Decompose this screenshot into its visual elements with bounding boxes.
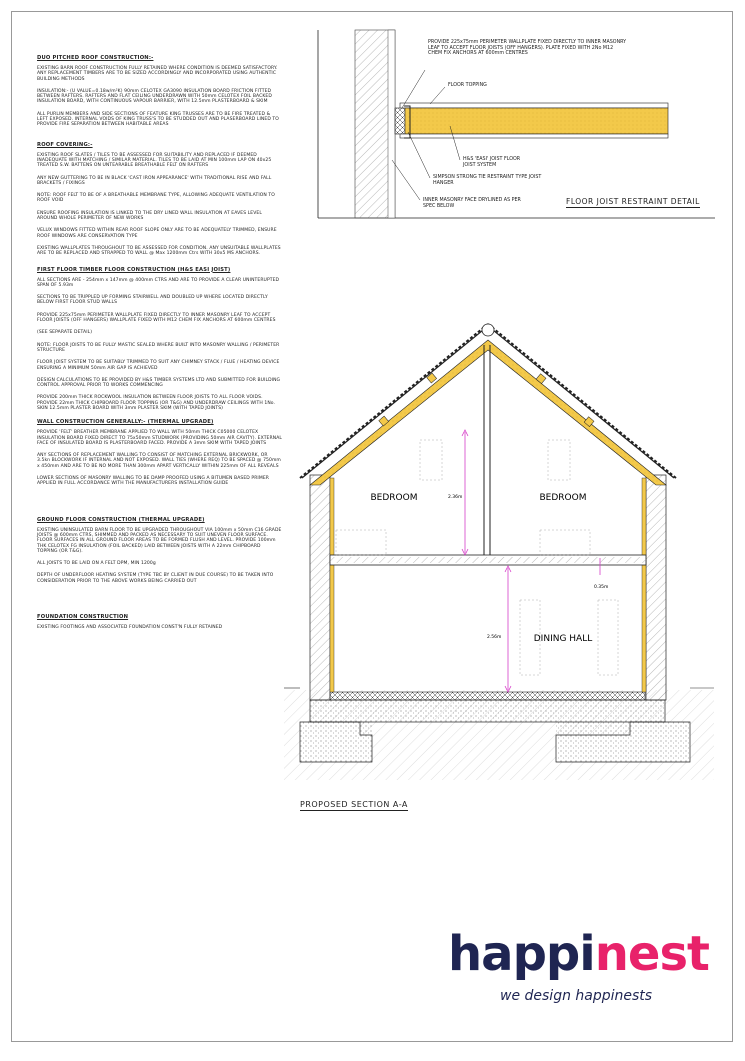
notes-paragraph: LOWER SECTIONS OF MASONRY WALLING TO BE DAMP PROOFED USING A BITUMEN BASED PRIMER APPLIED IN FULL ACCORDANCE WITH THE MANUFACTURERS INSTALLATION GUIDE xyxy=(37,476,270,487)
floor-joist xyxy=(405,108,668,134)
notes-paragraph: ENSURE ROOFING INSULATION IS LINKED TO THE DRY LINED WALL INSULATION AT EAVES LEVEL AROUND WHOLE PERIMETER OF NEW WORKS xyxy=(37,210,262,222)
notes-heading: FIRST FLOOR TIMBER FLOOR CONSTRUCTION (H&S EASI JOIST) xyxy=(37,266,231,273)
wallplate xyxy=(395,108,405,134)
foundation-left xyxy=(300,722,372,762)
notes-paragraph: PROVIDE 'FELT' BREATHER MEMBRANE APPLIED TO WALL WITH 50mm THICK C05000 CELOTEX INSULATION BOARD FIXED DIRECT TO 75x50mm STUDWORK (PROVIDING 50mm AIR CAVITY). EXTERNAL FACE OF INSULATED BOARD IS PLASTERBOARD FACED. PROVIDE A 3mm SKIM WITH TAPED JOINTS xyxy=(37,430,282,446)
roof-insulation xyxy=(310,340,666,485)
detail-note-wallplate: PROVIDE 225x75mm PERIMETER WALLPLATE FIXED DIRECTLY TO INNER MASONRY LEAF TO ACCEPT FLOOR JOISTS (OFF HANGERS). PLATE FIXED WITH 2No M12 CHEM FIX ANCHORS AT 600mm CENTRES xyxy=(428,40,627,57)
notes-paragraph: NOTE: FLOOR JOISTS TO BE FULLY MASTIC SEALED WHERE BUILT INTO MASONRY WALLING / PERIMETER STRUCTURE xyxy=(37,342,280,353)
dimension-first-floor xyxy=(462,430,468,555)
notes-paragraph: ANY SECTIONS OF REPLACEMENT WALLING TO CONSIST OF MATCHING EXTERNAL BRICKWORK, OR 3.5kn BLOCKWORK IF INTERNAL AND NOT EXPOSED. WALL TIES (WHERE REQ) TO BE SPACED @ 750mm x 450mm AND ARE TO BE NO MORE THAN 300mm APART VERTICALLY WITHIN 225mm OF ALL REVEALS xyxy=(37,453,281,469)
notes-paragraph: EXISTING ROOF SLATES / TILES TO BE ASSESSED FOR SUITABILITY AND REPLACED IF DEEMED INADEQUATE WITH MATCHING / SIMILAR MATERIAL. TILES TO BE LAID AT MIN 100mm LAP ON 40x25 TREATED S.W. BATTENS ON UNTEARABLE BREATHABLE FELT ON RAFTERS xyxy=(37,152,272,169)
ground-floor-insulation xyxy=(330,692,645,700)
detail-title: FLOOR JOIST RESTRAINT DETAIL xyxy=(566,197,700,206)
dimension-label-ground: 2.56m xyxy=(487,635,502,640)
notes-heading: DUO PITCHED ROOF CONSTRUCTION:- xyxy=(37,55,154,61)
logo-tagline: we design happinests xyxy=(500,988,653,1004)
notes-paragraph: NOTE: ROOF FELT TO BE OF A BREATHABLE MEMBRANE TYPE, ALLOWING ADEQUATE VENTILATION TO ROOF VOID xyxy=(37,193,275,204)
notes-paragraph: ALL JOISTS TO BE LAID ON A FELT DPM, MIN 1200g xyxy=(37,561,156,567)
notes-paragraph: PROVIDE 200mm THICK ROCKWOOL INSULATION BETWEEN FLOOR JOISTS TO ALL FLOOR VOIDS. PROVIDE 22mm THICK CHIPBOARD FLOOR TOPPING (OR T&G) AND UNDERDRAW CEILINGS WITH 1No. SKIN 12.5mm PLASTER BOARD WITH 3mm PLASTER SKIM (WITH TAPED JOINTS) xyxy=(37,395,276,411)
notes-paragraph: ALL SECTIONS ARE - 254mm x 147mm @ 400mm CTRS AND ARE TO PROVIDE A CLEAR UNINTERUPTED SPAN OF 5.93m xyxy=(37,277,280,288)
wall-right xyxy=(646,475,666,700)
notes-heading: GROUND FLOOR CONSTRUCTION (THERMAL UPGRADE) xyxy=(37,516,205,523)
happinest-logo xyxy=(440,926,710,1016)
notes-heading: WALL CONSTRUCTION GENERALLY:- (THERMAL UPGRADE) xyxy=(37,419,214,426)
notes-paragraph: EXISTING WALLPLATES THROUGHOUT TO BE ASSESSED FOR CONDITION. ANY UNSUITABLE WALLPLATES ARE TO BE REPLACED AND STRAPPED TO WALL @ Max 1200mm Ctrs WITH 30x5 MS ANCHORS. xyxy=(37,245,281,257)
notes-paragraph: EXISTING BARN ROOF CONSTRUCTION FULLY RETAINED WHERE CONDITION IS DEEMED SATISFACTORY. ANY REPLACEMENT TIMBERS ARE TO BE SIZED ACCORDINGLY AND INCORPORATED USING AUTHENTIC BUILDING METHODS xyxy=(37,66,278,82)
joist-restraint-detail xyxy=(318,30,715,218)
notes-paragraph: (SEE SEPARATE DETAIL) xyxy=(37,330,93,336)
notes-paragraph: ANY NEW GUTTERING TO BE IN BLACK 'CAST IRON APPEARANCE' WITH TRADITIONAL RISE AND FALL BRACKETS / FIXINGS xyxy=(37,175,272,186)
notes-paragraph: SECTIONS TO BE TRIPPLED UP FORMING STAIRWELL AND DOUBLED UP WHERE LOCATED DIRECTLY BELOW FIRST FLOOR STUD WALLS xyxy=(37,295,268,306)
notes-paragraph: EXISTING UNINSULATED BARN FLOOR TO BE UPGRADED THROUGHOUT VIA 100mm x 50mm C16 GRADE JOISTS @ 600mm CTRS, SHIMMED AND PACKED AS NECESSARY TO SUIT UNEVEN FLOOR SURFACE. FLOOR SURFACES IN ALL GROUND FLOOR AREAS TO BE FORMED FLUSH AND LEVEL. PROVIDE 100mm THK CELOTEX FG INSULATION (FOIL BACKED) LAID BETWEEN JOISTS WITH A 22mm CHIPBOARD TOPPING (OR T&G). xyxy=(37,527,282,554)
notes-paragraph: VELUX WINDOWS FITTED WITHIN REAR ROOF SLOPE ONLY ARE TO BE ADEQUATELY TRIMMED, ENSURE ROOF WINDOWS ARE CONSERVATION TYPE xyxy=(37,228,277,239)
logo-wordmark: happinest xyxy=(448,926,709,982)
section-title: PROPOSED SECTION A-A xyxy=(300,800,408,809)
ground-slab xyxy=(310,700,665,722)
notes-paragraph: DEPTH OF UNDERFLOOR HEATING SYSTEM (TYPE TBC BY CLIENT IN DUE COURSE) TO BE TAKEN INTO CONSIDERATION PRIOR TO THE ABOVE WORKS BEING CARRIED OUT xyxy=(37,573,274,584)
detail-note-hanger: SIMPSON STRONG TIE RESTRAINT TYPE JOIST HANGER xyxy=(433,175,542,186)
detail-note-masonry: INNER MASONRY FACE DRYLINED AS PER SPEC BELOW xyxy=(423,198,521,209)
section-a-a xyxy=(284,324,714,780)
room-label-bedroom-right: BEDROOM xyxy=(539,493,587,503)
floor-topping xyxy=(400,103,668,108)
foundation-right xyxy=(556,722,690,762)
detail-note-joist: H&S 'EASI' JOIST FLOOR JOIST SYSTEM xyxy=(463,157,521,168)
dimension-ground-floor xyxy=(505,566,511,692)
notes-paragraph: EXISTING FOOTINGS AND ASSOCIATED FOUNDATION CONST'N FULLY RETAINED xyxy=(37,625,223,631)
notes-paragraph: INSULATION:- (U VALUE=0.18w/m²K) 90mm CELOTEX GA3090 INSULATION BOARD FRICTION FITTED BETWEEN RAFTERS. RAFTERS AND FLAT CEILING UNDERDRAWN WITH 50mm CELOTEX FOIL BACKED INSULATION BOARD, WITH CONTINUOUS VAPOUR BARRIER, WITH 12.5mm PLASTERBOARD & SKIM xyxy=(37,88,272,105)
notes-paragraph: PROVIDE 225x75mm PERIMETER WALLPLATE FIXED DIRECTLY TO INNER MASONRY LEAF TO ACCEPT FLOOR JOISTS (OFF HANGERS) WALLPLATE FIXED WITH M12 CHEM FIX ANCHORS AT 600mm CENTRES xyxy=(37,312,276,324)
dimension-label-floor: 0.35m xyxy=(594,585,609,590)
notes-paragraph: FLOOR JOIST SYSTEM TO BE SUITABLY TRIMMED TO SUIT ANY CHIMNEY STACK / FLUE / HEATING DEVICE ENSURING A MINIMUM 50mm AIR GAP IS ACHIEVED xyxy=(37,360,280,371)
notes-paragraph: DESIGN CALCULATIONS TO BE PROVIDED BY H&S TIMBER SYSTEMS LTD AND SUBMITTED FOR BUILDING CONTROL APPROVAL PRIOR TO WORKS COMMENCING xyxy=(37,377,281,389)
room-label-bedroom-left: BEDROOM xyxy=(370,493,418,503)
detail-note-topping: FLOOR TOPPING xyxy=(448,83,487,88)
notes-paragraph: ALL PURLIN MEMBERS AND SIDE SECTIONS OF FEATURE KING TRUSSES ARE TO BE FIRE TREATED & LEFT EXPOSED. INTERNAL VOIDS OF KING TRUSS'S TO BE STUDDED OUT AND PLASERBOARD LINED TO PROVIDE FIRE SEPARATION BETWEEN HABITABLE AREAS xyxy=(37,111,279,128)
notes-heading: FOUNDATION CONSTRUCTION xyxy=(37,614,129,621)
wall-left xyxy=(310,475,330,700)
dimension-label-first: 2.36m xyxy=(448,495,463,500)
notes-heading: ROOF COVERING:- xyxy=(37,141,93,148)
room-label-dining-hall: DINING HALL xyxy=(533,634,593,644)
ridge-tile xyxy=(482,324,494,336)
